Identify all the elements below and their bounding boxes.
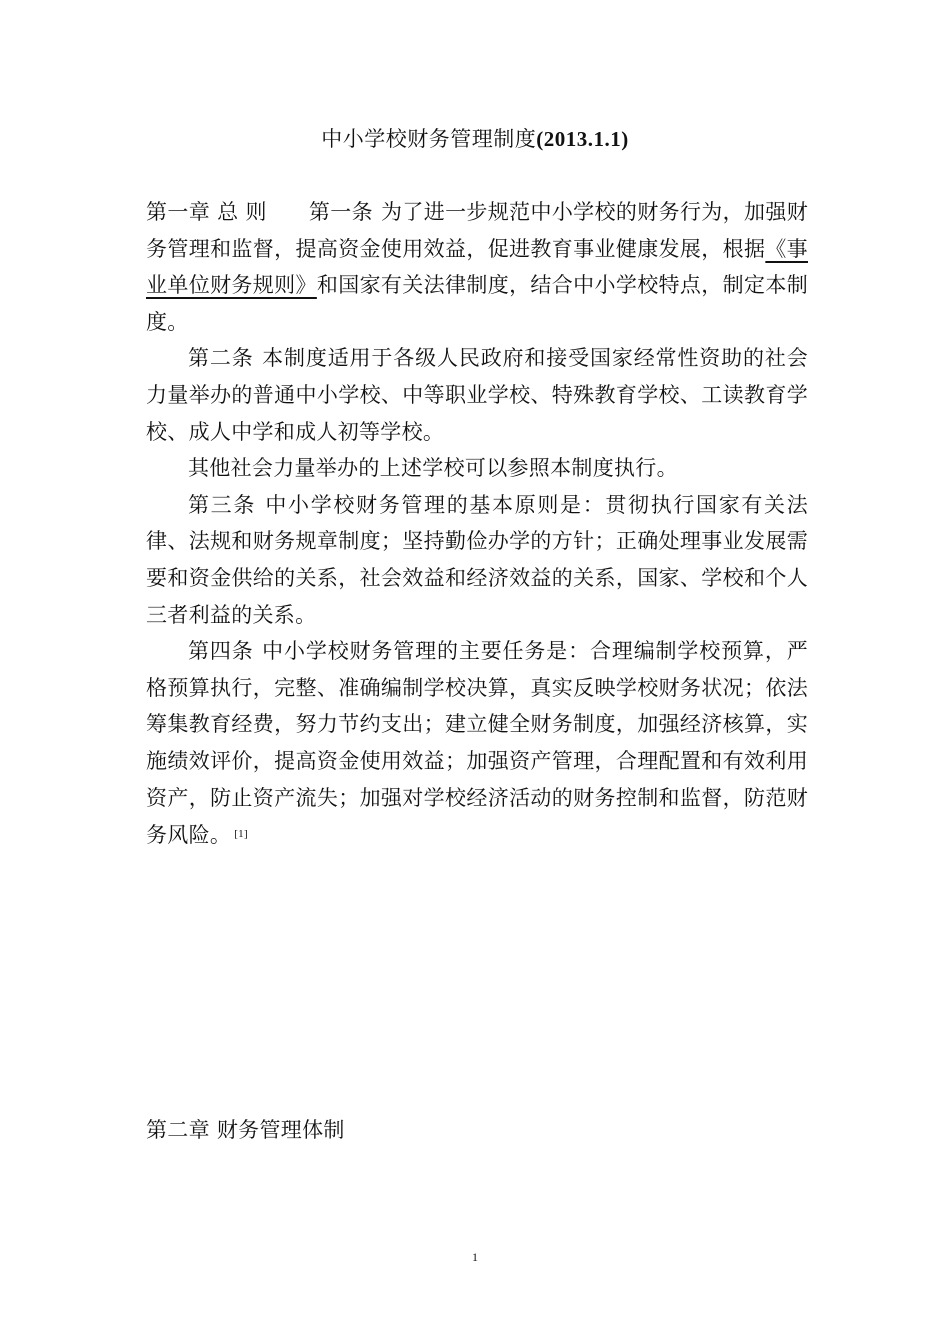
article-4 [146,633,808,854]
article-3 [146,487,808,633]
article-4-label: 第四条 [188,639,254,664]
title-text: 中小学校财务管理制度 [321,127,537,151]
title-date: (2013.1.1) [536,127,629,151]
article-3-text: 中小学校财务管理的基本原则是：贯彻执行国家有关法律、法规和财务规章制度；坚持勤俭办学的方针；正确处理事业发展需要和资金供给的关系，社会效益和经济效益的关系，国家、学校和个人三者利益的关系。 [146,492,808,627]
article-2-supplement: 其他社会力量举办的上述学校可以参照本制度执行。 [188,456,678,481]
chapter-2-heading: 第二章 财务管理体制 [146,1118,345,1142]
page-number: 1 [472,1250,478,1264]
chapter-1-body [146,194,808,854]
citation-marker[interactable]: [1] [234,828,248,841]
article-1 [146,194,808,340]
article-4-text: 中小学校财务管理的主要任务是：合理编制学校预算，严格预算执行，完整、准确编制学校决算，真实反映学校财务状况；依法筹集教育经费，努力节约支出；建立健全财务制度，加强经济核算，实施绩效评价，提高资金使用效益；加强资产管理，合理配置和有效利用资产，防止资产流失；加强对学校经济活动的财务控制和监督，防范财务风险。 [146,639,808,848]
article-1-label: 第一条 [308,200,373,224]
article-1-text-b: 和国家有关法律制度，结合中小学校特点，制定本制度。 [146,273,808,334]
article-2-label: 第二条 [188,346,254,371]
chapter-1-heading: 第一章 总 则 [146,200,267,224]
article-3-label: 第三条 [188,492,256,517]
article-1-text-a: 为了进一步规范中小学校的财务行为，加强财务管理和监督，提高资金使用效益，促进教育事业健康发展，根据 [146,200,809,261]
regulation-reference: 《事业单位财务规则》 [146,236,808,298]
document-title [0,124,950,154]
article-2 [146,340,808,450]
article-2-text: 本制度适用于各级人民政府和接受国家经常性资助的社会力量举办的普通中小学校、中等职业学校、特殊教育学校、工读教育学校、成人中学和成人初等学校。 [146,346,808,444]
